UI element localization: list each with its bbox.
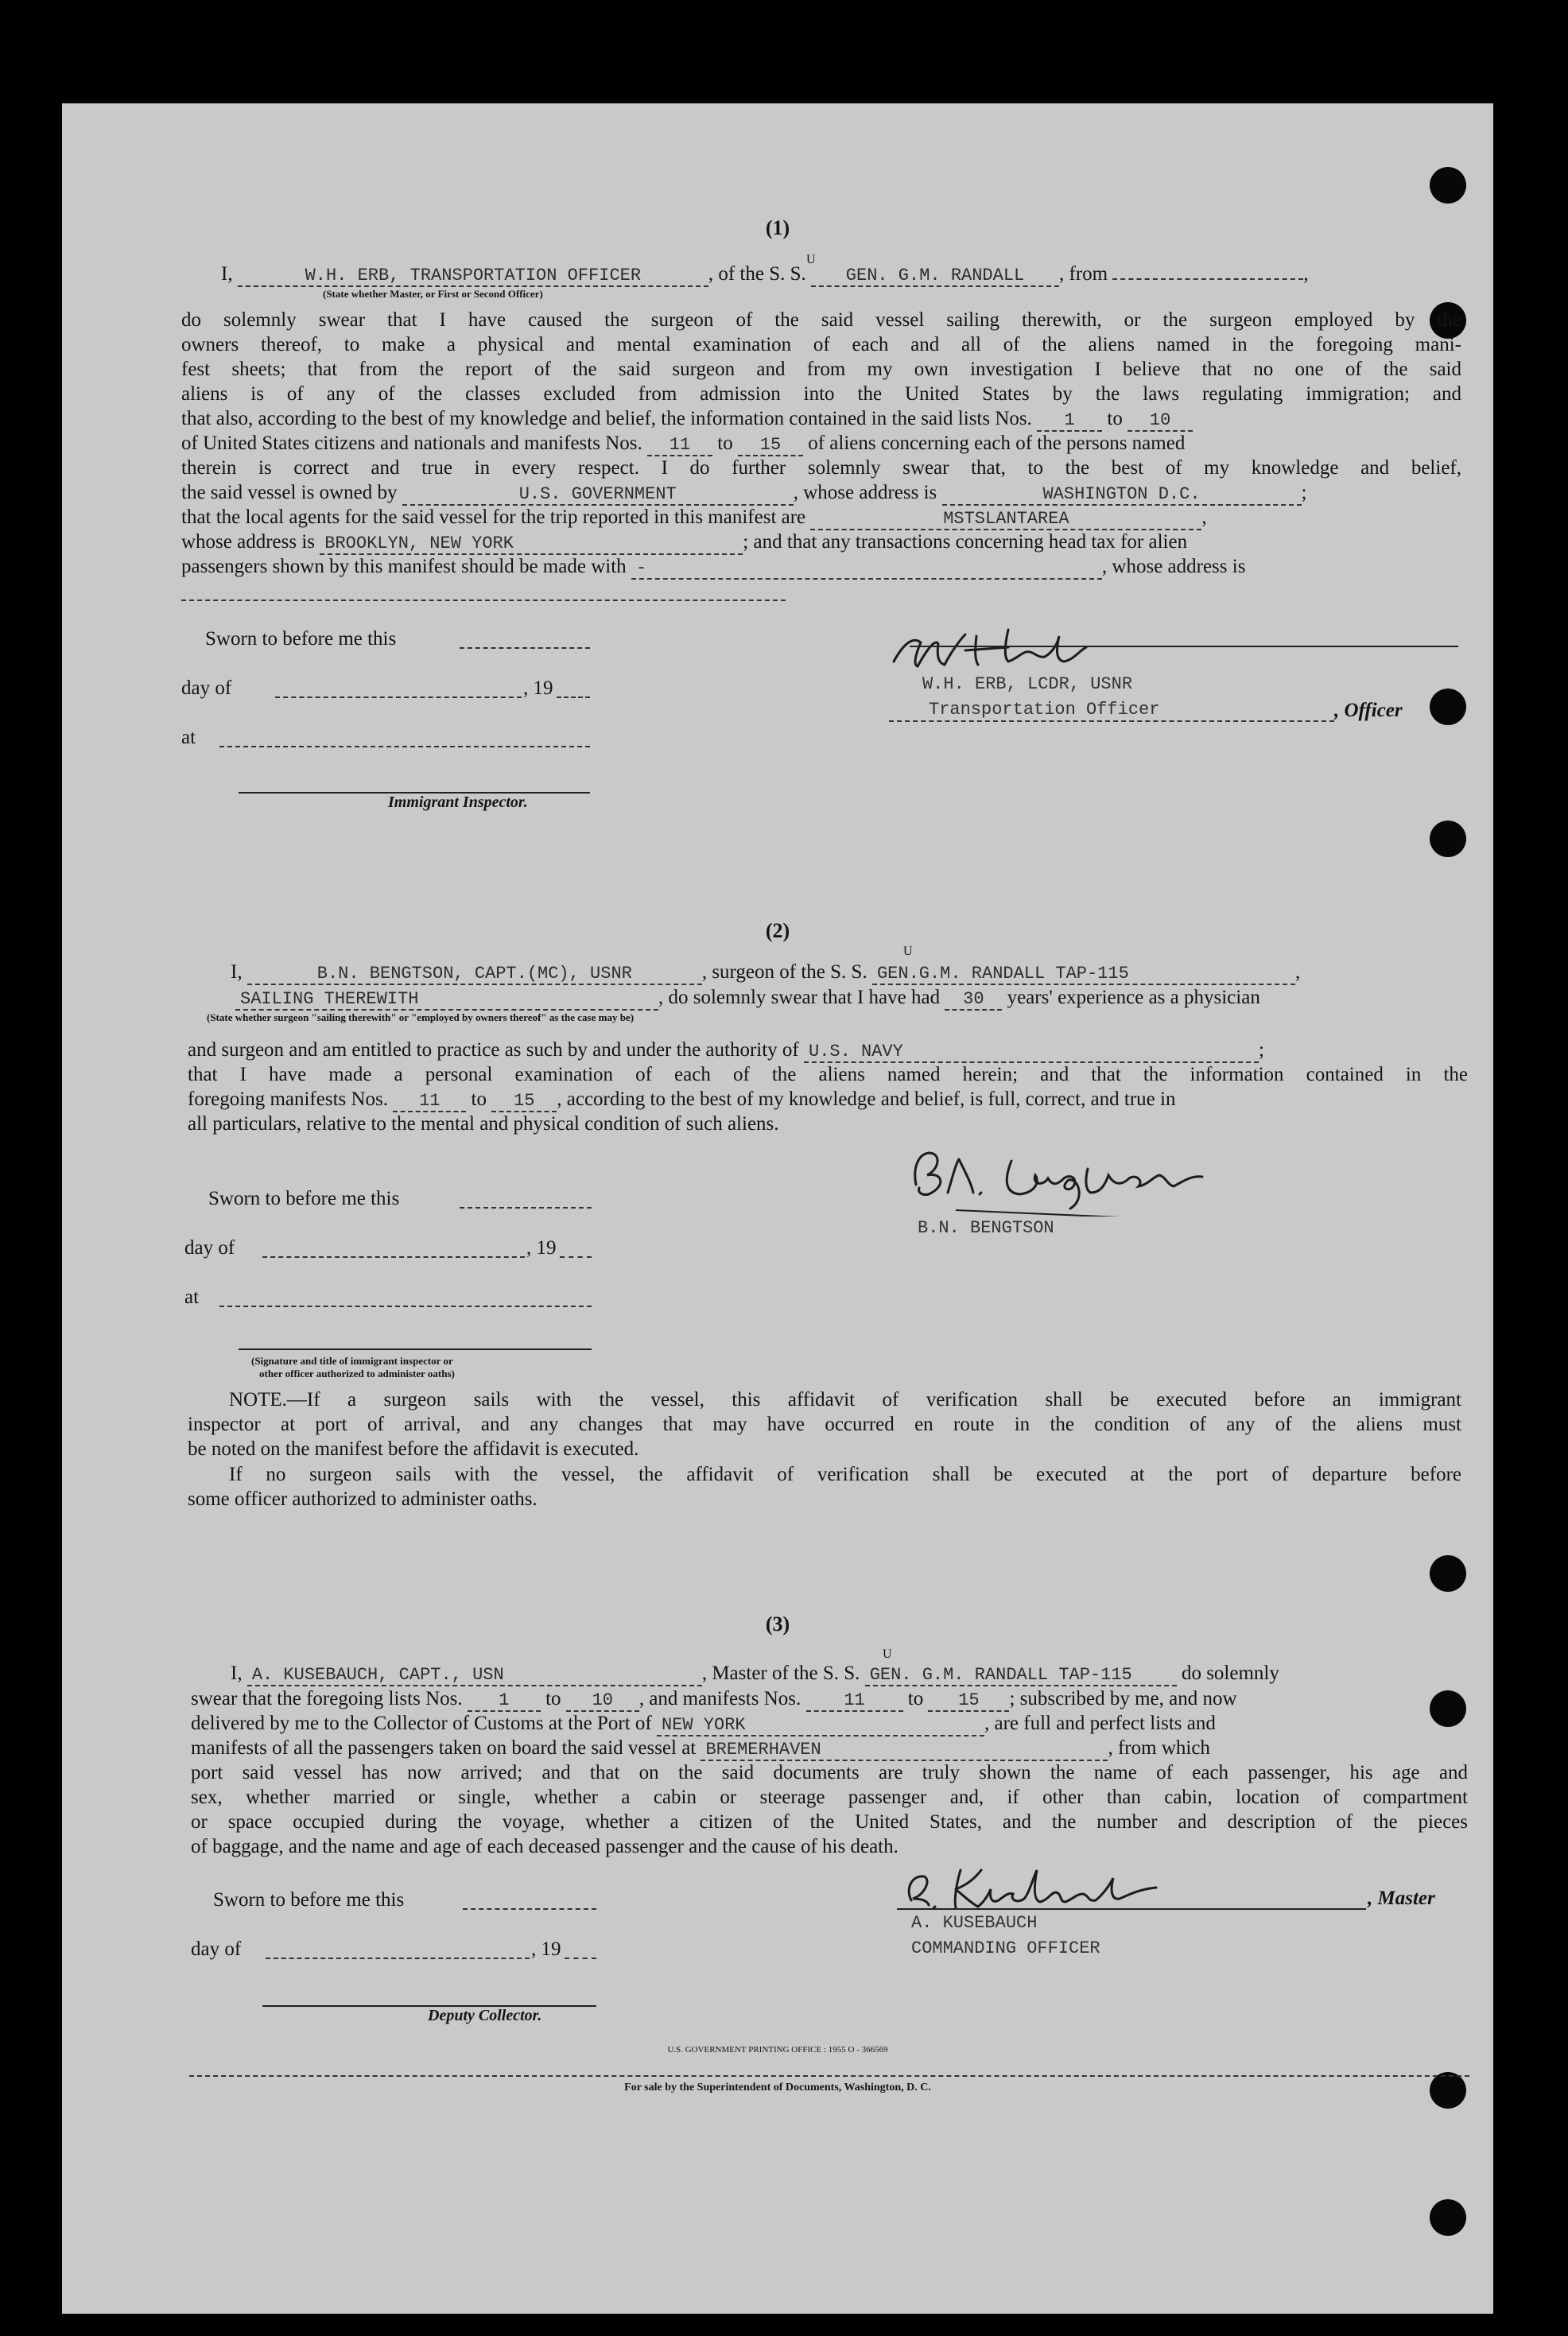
s1-line-8: therein is correct and true in every respect. I do further solemnly swear that, to the best of my knowledge and belief, — [181, 457, 1461, 479]
note-line-2: inspector at port of arrival, and any changes that may have occurred en route in the condition of any of the aliens must — [188, 1414, 1461, 1435]
signature-title-note-2: other officer authorized to administer oaths) — [259, 1368, 455, 1379]
s3-manifests-to-field: 15 — [928, 1691, 1009, 1712]
binder-hole — [1430, 1555, 1466, 1592]
s1-line-12: passengers shown by this manifest should be made with - , whose address is — [181, 556, 1246, 578]
s3-manifests-from-field: 11 — [806, 1691, 903, 1712]
s3-line-7: or space occupied during the voyage, whether a citizen of the United States, and the number and description of the pieces — [191, 1811, 1468, 1833]
s2-manifests-from-field: 11 — [393, 1092, 466, 1112]
officer-typed-name: W.H. ERB, LCDR, USNR — [922, 674, 1133, 694]
s1-line-9: the said vessel is owned by U.S. GOVERNMENT , whose address is WASHINGTON D.C. ; — [181, 482, 1307, 504]
s3-line-4: manifests of all the passengers taken on board the said vessel at BREMERHAVEN , from which — [191, 1737, 1210, 1760]
note-line-1: NOTE.—If a surgeon sails with the vessel, this affidavit of verification shall be executed before an immigrant — [229, 1389, 1461, 1411]
s3-line-2: swear that the foregoing lists Nos. 1 to 10 , and manifests Nos. 11 to 15 ; subscribed by me, and now — [191, 1688, 1237, 1710]
note-line-3: be noted on the manifest before the affidavit is executed. — [188, 1438, 639, 1460]
s1-line-11: whose address is BROOKLYN, NEW YORK ; and that any transactions concerning head tax for alien — [181, 531, 1188, 553]
s3-lists-to-field: 10 — [566, 1691, 639, 1712]
ship-name-field: GEN. G.M. RANDALL — [811, 266, 1059, 287]
manifests-from-field: 11 — [647, 436, 712, 456]
year-line — [557, 697, 590, 698]
u-mark: U — [903, 945, 913, 958]
s1-line-6: that also, according to the best of my knowledge and belief, the information contained in the said lists Nos. 1 to 10 — [181, 407, 1469, 432]
surgeon-signature — [900, 1137, 1329, 1217]
officer-note: (State whether Master, or First or Second Officer) — [323, 288, 543, 300]
s1-line-3: owners thereof, to make a physical and mental examination of each and all of the aliens named in the foregoing mani- — [181, 334, 1461, 355]
s2-line-1: I, B.N. BENGTSON, CAPT.(MC), USNR , surgeon of the S. S. GEN.G.M. RANDALL TAP-115 , — [231, 961, 1301, 984]
s3-line-5: port said vessel has now arrived; and that on the said documents are truly shown the name of each passenger, his age and — [191, 1762, 1468, 1783]
lists-from-field: 1 — [1037, 411, 1102, 432]
departure-port-field: BREMERHAVEN — [701, 1740, 1108, 1761]
surgeon-ship-field: GEN.G.M. RANDALL TAP-115 — [872, 964, 1295, 985]
at-line — [219, 746, 590, 747]
section-2-number: (2) — [765, 919, 790, 942]
sworn-label: Sworn to before me this — [205, 628, 397, 650]
officer-signature — [889, 612, 1127, 676]
gpo-imprint: U.S. GOVERNMENT PRINTING OFFICE : 1955 O - 366569 — [667, 2045, 888, 2055]
signature-title-note-1: (Signature and title of immigrant inspector or — [251, 1355, 453, 1367]
section-1-number: (1) — [765, 216, 790, 239]
day-label: day of — [191, 1938, 242, 1960]
s3-lists-from-field: 1 — [468, 1691, 541, 1712]
form-page — [62, 103, 1493, 2314]
surgeon-typed-name: B.N. BENGTSON — [918, 1218, 1054, 1238]
section-3-number: (3) — [765, 1612, 790, 1636]
sworn-date-line — [460, 1207, 592, 1209]
s1-line-10: that the local agents for the said vessel for the trip reported in this manifest are MSTSLANTAREA , — [181, 506, 1207, 529]
manifests-to-field: 15 — [738, 436, 803, 456]
s1-line-5: aliens is of any of the classes excluded from admission into the United States by the laws regulating immigration; and — [181, 383, 1461, 405]
sworn-date-line — [460, 647, 590, 649]
u-mark: U — [883, 1647, 892, 1661]
footer-rule — [189, 2075, 1469, 2077]
head-tax-field: - — [631, 559, 1102, 580]
officer-typed-title: Transportation Officer — [929, 700, 1160, 720]
master-label: , Master — [1368, 1888, 1435, 1909]
master-signature — [889, 1853, 1175, 1916]
binder-hole — [1430, 821, 1466, 857]
master-signature-line — [897, 1908, 1366, 1910]
s1-line-2: do solemnly swear that I have caused the surgeon of the said vessel sailing therewith, or the surgeon employed by the — [181, 309, 1461, 331]
year-label: , 19 — [531, 1938, 561, 1960]
at-label: at — [181, 727, 196, 748]
officer-signature-line — [910, 646, 1458, 647]
authority-field: U.S. NAVY — [804, 1042, 1259, 1063]
sworn-label: Sworn to before me this — [213, 1889, 405, 1911]
sale-notice: For sale by the Superintendent of Documents, Washington, D. C. — [624, 2082, 931, 2093]
s3-line-8: of baggage, and the name and age of each deceased passenger and the cause of his death. — [191, 1836, 898, 1857]
s2-line-3: and surgeon and am entitled to practice as such by and under the authority of U.S. NAVY ; — [188, 1039, 1264, 1061]
day-line — [275, 697, 522, 698]
s2-line-6: all particulars, relative to the mental and physical condition of such aliens. — [188, 1113, 779, 1135]
u-mark: U — [806, 253, 816, 266]
deputy-label: Deputy Collector. — [428, 2007, 542, 2024]
day-line — [266, 1958, 530, 1959]
sailing-field: SAILING THEREWITH — [235, 990, 658, 1011]
s1-line-4: fest sheets; that from the report of the said surgeon and from my own investigation I believe that no one of the said — [181, 359, 1461, 380]
owner-field: U.S. GOVERNMENT — [402, 485, 794, 506]
s2-manifests-to-field: 15 — [491, 1092, 557, 1112]
day-label: day of — [181, 677, 232, 699]
note-line-5: some officer authorized to administer oaths. — [188, 1488, 538, 1510]
arrival-port-field: NEW YORK — [657, 1716, 984, 1736]
owner-address-field: WASHINGTON D.C. — [942, 485, 1302, 506]
agent-field: MSTSLANTAREA — [810, 510, 1201, 530]
s3-line-3: delivered by me to the Collector of Customs at the Port of NEW YORK , are full and perfect lists and — [191, 1713, 1216, 1735]
from-port-field — [1112, 262, 1303, 280]
s3-line-1: I, A. KUSEBAUCH, CAPT., USN , Master of the S. S. GEN. G.M. RANDALL TAP-115 do solemnly — [231, 1663, 1279, 1685]
at-line — [219, 1306, 592, 1307]
s1-line-1: I, W.H. ERB, TRANSPORTATION OFFICER , of the S. S. GEN. G.M. RANDALL , from , — [221, 263, 1309, 285]
note-line-4: If no surgeon sails with the vessel, the affidavit of verification shall be executed at the port of departure before — [229, 1464, 1461, 1485]
s2-line-5: foregoing manifests Nos. 11 to 15 , according to the best of my knowledge and belief, is full, correct, and true in — [188, 1088, 1176, 1111]
officer-title-line — [889, 720, 1334, 722]
year-line — [565, 1958, 596, 1959]
s2-line-2: SAILING THEREWITH , do solemnly swear that I have had 30 years' experience as a physician — [235, 986, 1468, 1011]
s3-line-6: sex, whether married or single, whether a cabin or steerage passenger and, if other than cabin, location of compartment — [191, 1787, 1468, 1808]
inspector-signature-line — [239, 1348, 592, 1350]
binder-hole — [1430, 2199, 1466, 2236]
s1-line-7: of United States citizens and nationals and manifests Nos. 11 to 15 of aliens concerning each of the persons named — [181, 433, 1186, 455]
binder-hole — [1430, 689, 1466, 725]
sworn-date-line — [463, 1908, 596, 1910]
master-typed-name: A. KUSEBAUCH — [911, 1913, 1038, 1933]
year-line — [560, 1256, 592, 1258]
surgeon-note: (State whether surgeon "sailing therewith" or "employed by owners thereof" as the case may be) — [207, 1011, 635, 1023]
lists-to-field: 10 — [1127, 411, 1193, 432]
master-name-field: A. KUSEBAUCH, CAPT., USN — [247, 1666, 702, 1686]
agent-address-field: BROOKLYN, NEW YORK — [320, 534, 743, 555]
address-line — [181, 600, 786, 601]
at-label: at — [184, 1286, 200, 1308]
years-field: 30 — [945, 990, 1002, 1011]
surgeon-name-field: B.N. BENGTSON, CAPT.(MC), USNR — [247, 964, 702, 985]
day-label: day of — [184, 1237, 235, 1259]
officer-label: , Officer — [1334, 700, 1403, 721]
s2-line-4: that I have made a personal examination of each of the aliens named herein; and that the information contained in the — [188, 1064, 1468, 1085]
day-line — [262, 1256, 525, 1258]
sworn-label: Sworn to before me this — [208, 1188, 400, 1209]
master-ship-field: GEN. G.M. RANDALL TAP-115 — [865, 1666, 1177, 1686]
officer-name-field: W.H. ERB, TRANSPORTATION OFFICER — [238, 266, 708, 287]
inspector-label: Immigrant Inspector. — [388, 794, 528, 811]
year-label: , 19 — [523, 677, 553, 699]
year-label: , 19 — [526, 1237, 557, 1259]
master-typed-title: COMMANDING OFFICER — [911, 1938, 1100, 1958]
binder-hole — [1430, 167, 1466, 204]
